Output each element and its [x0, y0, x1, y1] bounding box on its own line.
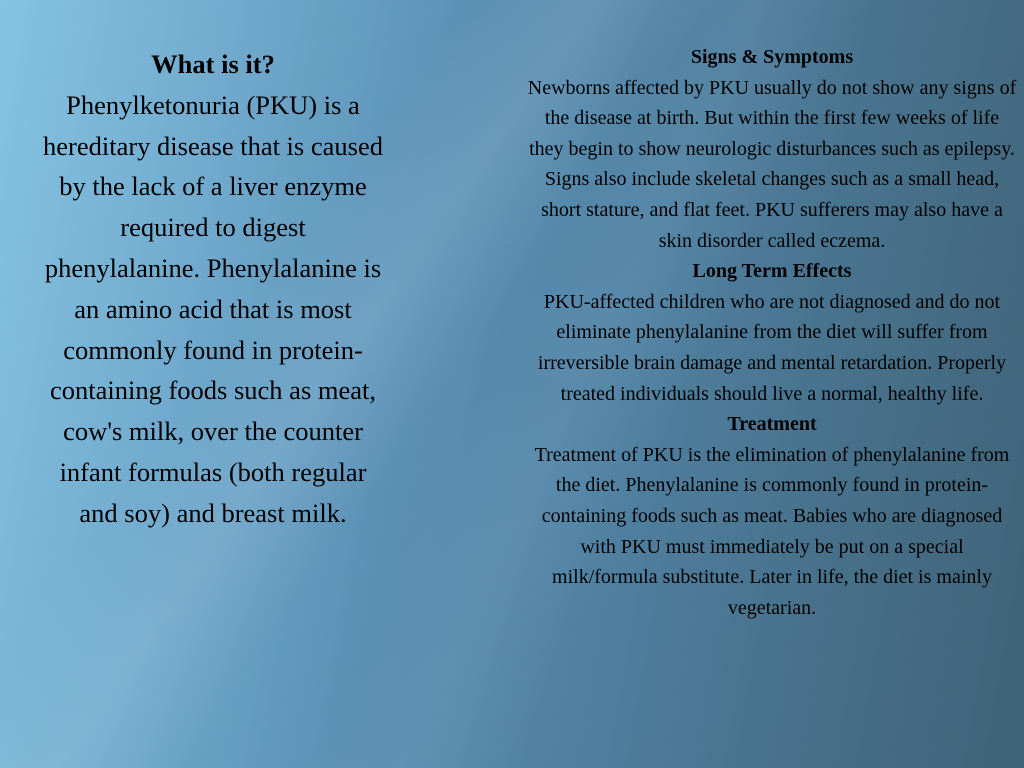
what-is-it-body: Phenylketonuria (PKU) is a hereditary disease that is caused by the lack of a liver enzyme required to digest phenylalanine. Phenylalanine is an amino acid that is most commonly found in protein-containing foods such as meat, cow's milk, over the counter infant formulas (both regular and soy) and breast milk. [43, 89, 383, 528]
long-term-effects-heading: Long Term Effects [692, 260, 852, 283]
long-term-effects-body: PKU-affected children who are not diagnosed and do not eliminate phenylalanine from the diet will suffer from irreversible brain damage and mental retardation. Properly treated individuals should live a normal, healthy life. [537, 290, 1007, 405]
details-section [526, 42, 1018, 623]
what-is-it-heading: What is it? [151, 49, 275, 79]
signs-symptoms-body: Newborns affected by PKU usually do not show any signs of the disease at birth. But within the first few weeks of life they begin to show neurologic disturbances such as epilepsy. Signs also include skeletal changes such as a small head, short stature, and flat feet. PKU sufferers may also have a skin disorder called eczema. [527, 76, 1017, 252]
what-is-it-section [40, 44, 386, 534]
signs-symptoms-heading: Signs & Symptoms [690, 46, 854, 68]
treatment-body: Treatment of PKU is the elimination of phenylalanine from the diet. Phenylalanine is commonly found in protein-containing foods such as meat. Babies who are diagnosed with PKU must immediately be put on a special milk/formula substitute. Later in life, the diet is mainly vegetarian. [534, 443, 1010, 619]
treatment-heading: Treatment [727, 413, 817, 436]
